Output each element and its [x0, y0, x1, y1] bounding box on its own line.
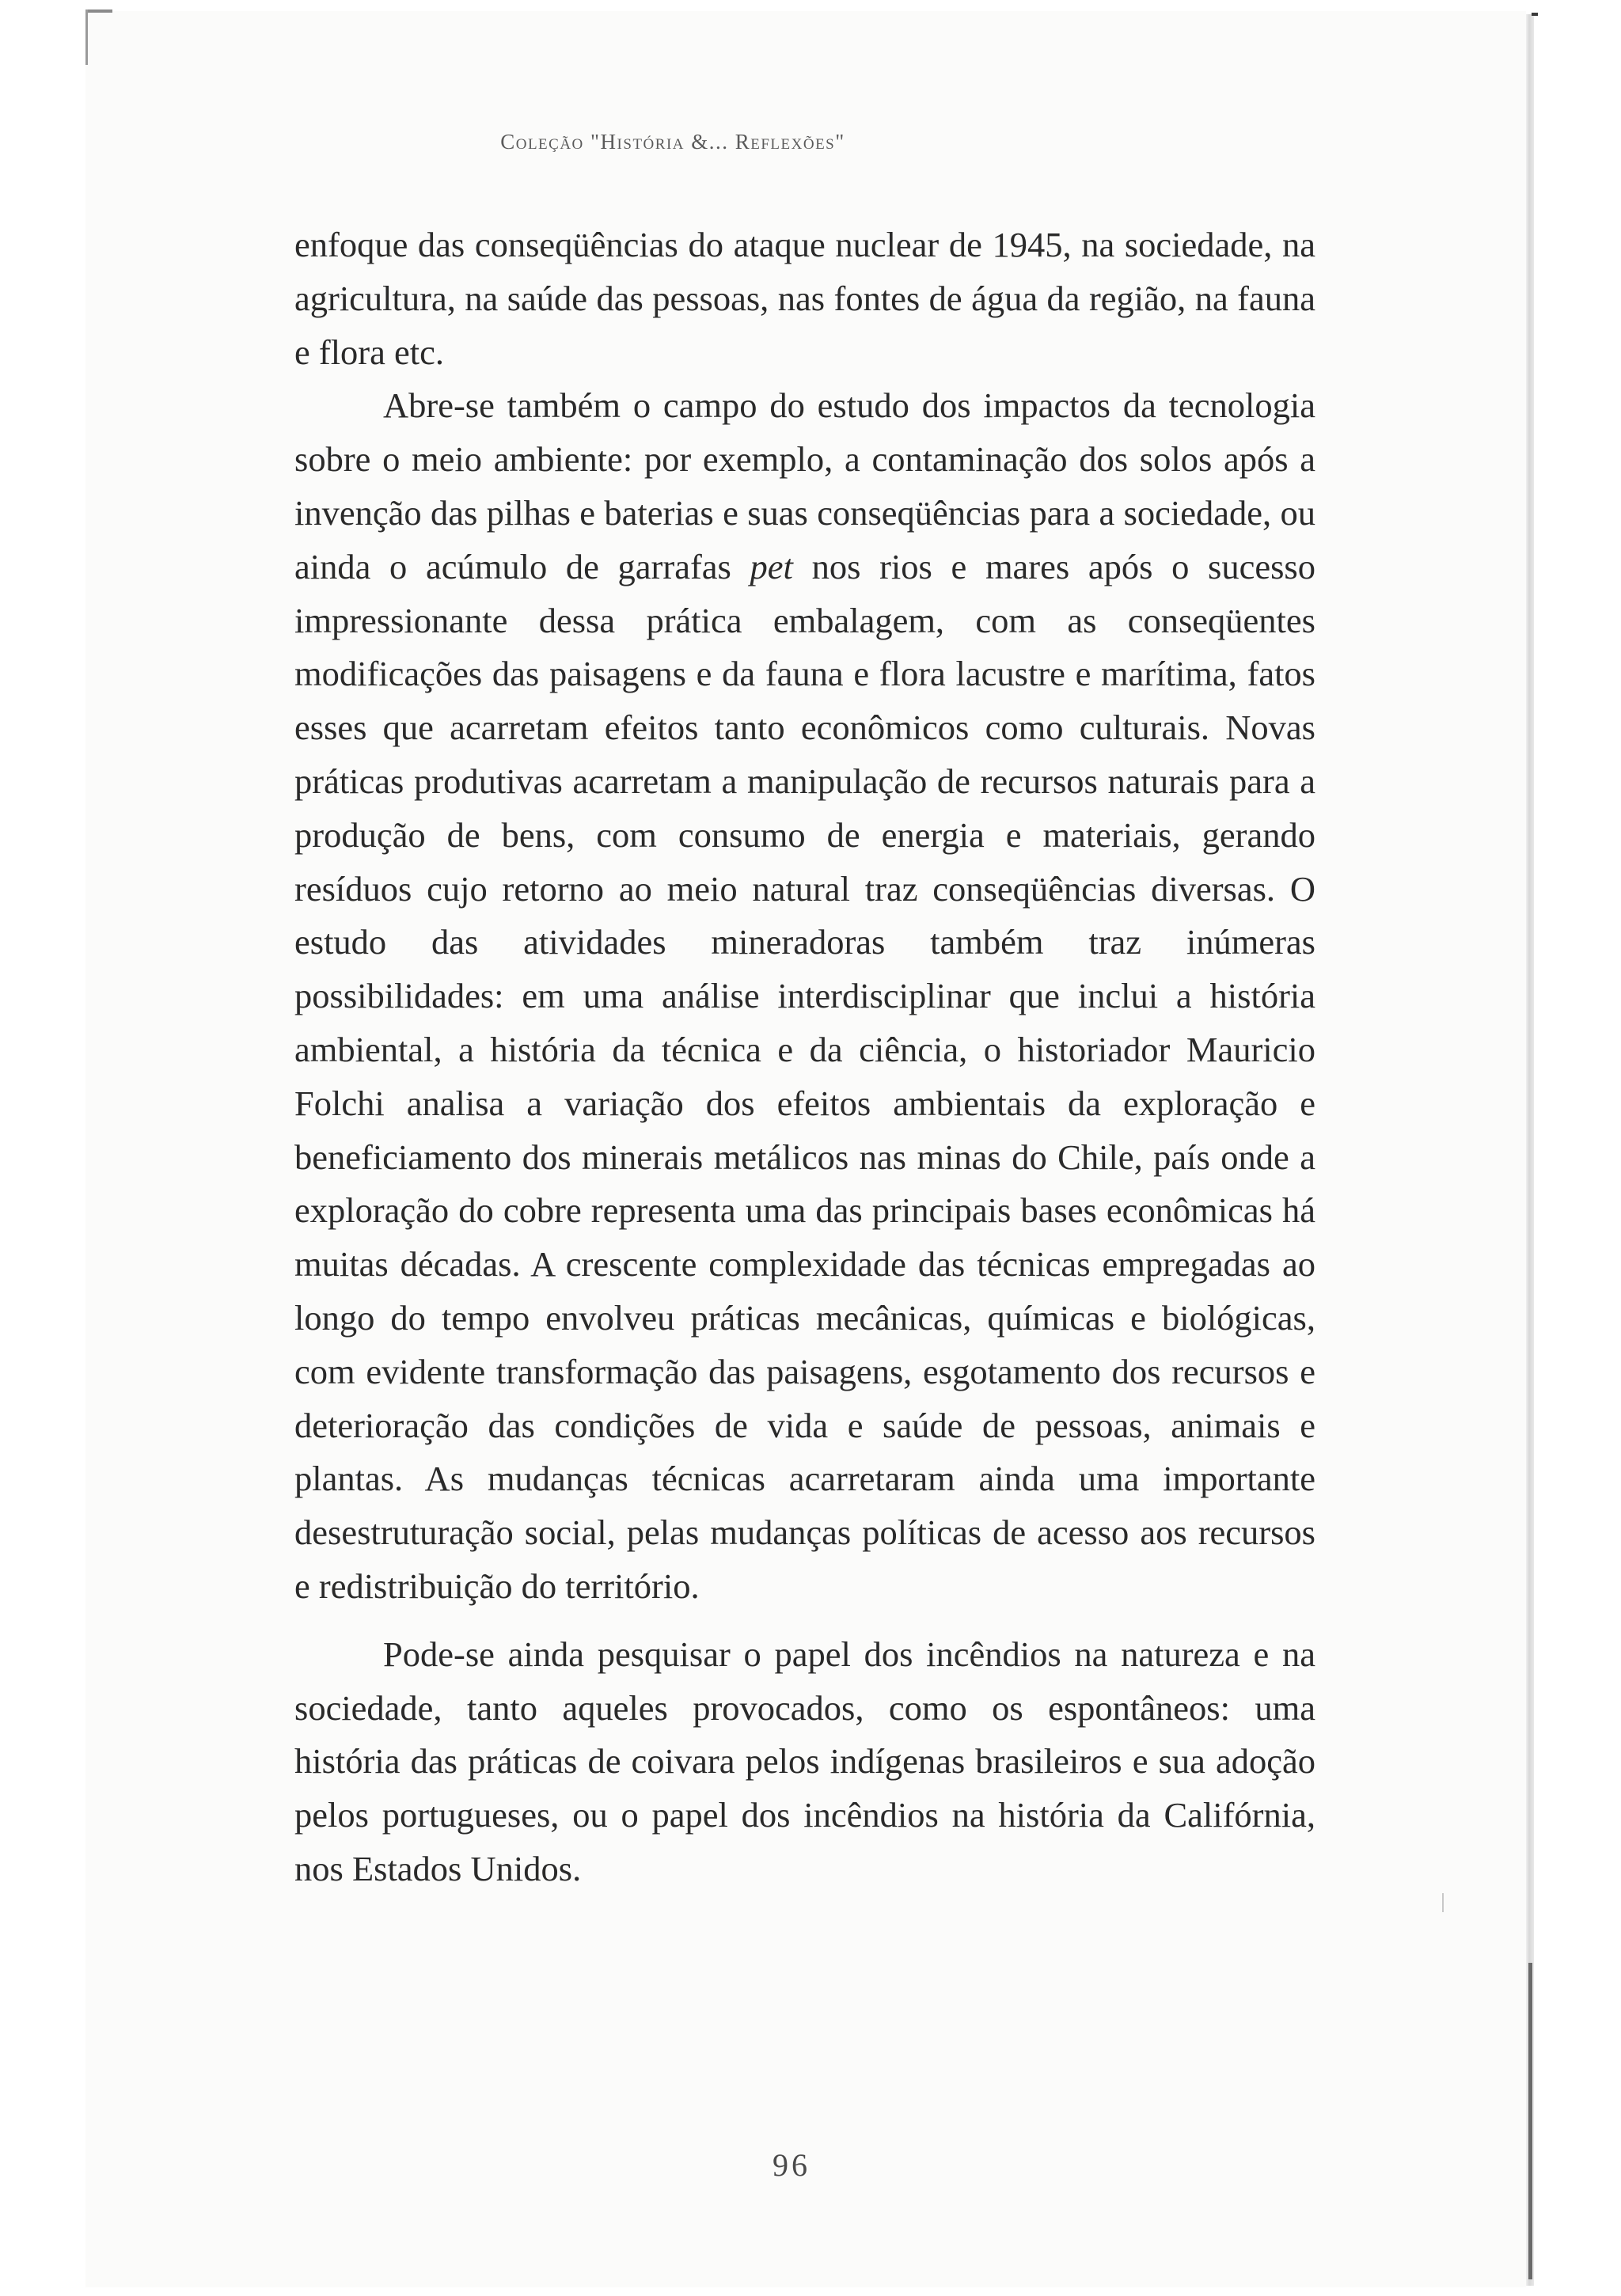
paragraph-continued: enfoque das conseqüências do ataque nuclear de 1945, na sociedade, na agricultura, na saúde das pessoas, nas fontes de água da região, na fauna e flora etc.: [294, 225, 1315, 372]
paragraph-text-part: nos rios e mares após o sucesso impressionante dessa prática embalagem, com as conseqüentes modificações das paisagens e da fauna e flora lacustre e marítima, fatos esses que acarretam efeitos tanto econômicos como culturais. Novas práticas produtivas acarretam a manipulação de recursos naturais para a produção de bens, com consumo de energia e materiais, gerando resíduos cujo retorno ao meio natural traz conseqüências diversas. O estudo das atividades mineradoras também traz inúmeras possibilidades: em uma análise interdisciplinar que inclui a história ambiental, a história da técnica e da ciência, o historiador Mauricio Folchi analisa a variação dos efeitos ambientais da exploração e beneficiamento dos minerais metálicos nas minas do Chile, país onde a exploração do cobre representa uma das principais bases econômicas há muitas décadas. A crescente complexidade das técnicas empregadas ao longo do tempo envolveu práticas mecânicas, químicas e biológicas, com evidente transformação das paisagens, esgotamento dos recursos e deterioração das condições de vida e saúde de pessoas, animais e plantas. As mudanças técnicas acarretaram ainda uma importante desestruturação social, pelas mudanças políticas de acesso aos recursos e redistribuição do território.: [294, 546, 1316, 1606]
crop-mark-horizontal: [85, 9, 112, 13]
page-right-edge-notch: [1532, 13, 1538, 16]
running-head: Coleção "História &... Reflexões": [500, 130, 845, 154]
paragraph-text-part: Abre-se também o campo do estudo dos impactos da tecnologia sobre o meio ambiente: por exemplo, a contaminação dos solos após a invenção das pilhas e baterias e suas conseqüências para a sociedade, ou ainda o acúmulo de garrafas: [294, 385, 1315, 586]
paragraph-technology-impacts: [294, 379, 1315, 1613]
page-right-edge-shadow: [1526, 14, 1534, 2286]
italic-term: pet: [750, 546, 793, 586]
page-number: 96: [773, 2147, 810, 2183]
page-right-edge-dark-strip: [1528, 1963, 1532, 2279]
stray-scan-mark: [1442, 1893, 1444, 1912]
crop-mark-vertical: [85, 9, 88, 65]
body-text: [294, 218, 1315, 1896]
paragraph-fires: Pode-se ainda pesquisar o papel dos incêndios na natureza e na sociedade, tanto aqueles provocados, como os espontâneos: uma história das práticas de coivara pelos indígenas brasileiros e sua adoção pelos portugueses, ou o papel dos incêndios na história da Califórnia, nos Estados Unidos.: [294, 1634, 1315, 1888]
